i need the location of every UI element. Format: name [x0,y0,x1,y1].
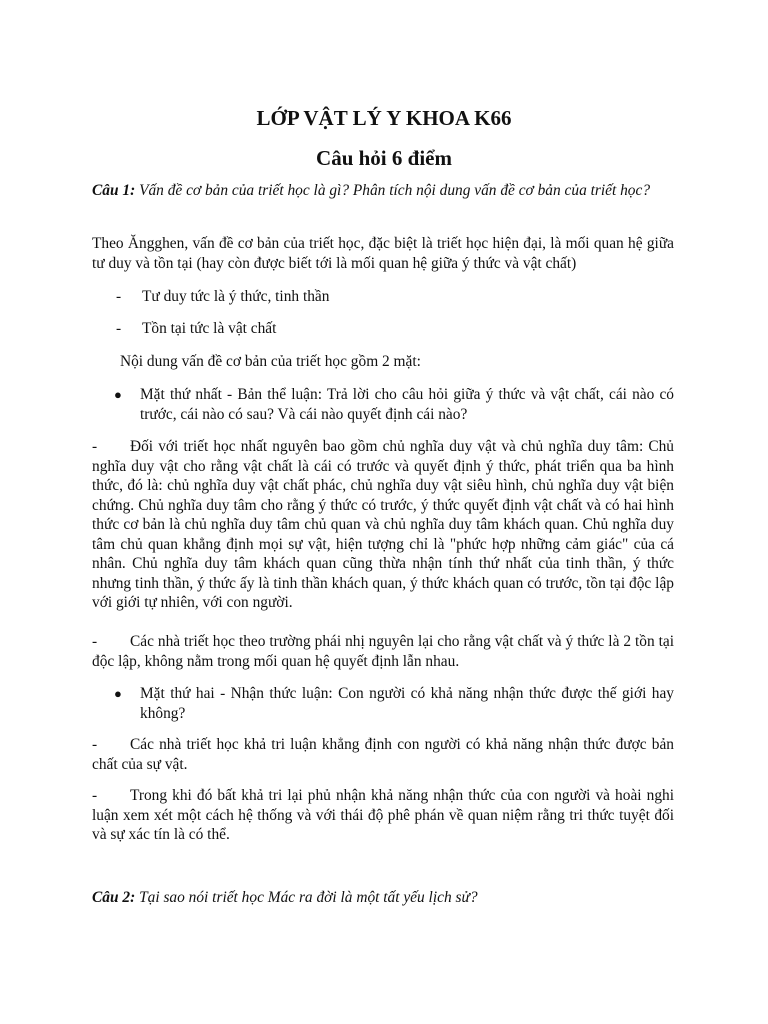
dash-item-existence [116,319,276,339]
document-subtitle: Câu hỏi 6 điểm [316,146,452,170]
question-2 [92,888,674,908]
question-2-label: Câu 2: [92,889,136,906]
paragraph-dualism [92,632,674,671]
paragraph-text: Các nhà triết học theo trường phái nhị nguyên lại cho rằng vật chất và ý thức là 2 tồn tại độc lập, không nằm trong mối quan hệ quyết định lẫn nhau. [92,633,674,670]
paragraph-text: Đối với triết học nhất nguyên bao gồm chủ nghĩa duy vật và chủ nghĩa duy tâm: Chủ nghĩa duy vật cho rằng vật chất là cái có trước và quyết định ý thức, phát triển qua ba hình thức, đó là: chủ nghĩa duy vật chất phác, chủ nghĩa duy vật siêu hình, chủ nghĩa duy vật biện chứng. Chủ nghĩa duy tâm cho rằng ý thức có trước, ý thức quyết định vật chất và có hai hình thức cơ bản là chủ nghĩa duy tâm chủ quan và chủ nghĩa duy tâm khách quan. Chủ nghĩa duy tâm chủ quan khẳng định mọi sự vật, hiện tượng chỉ là "phức hợp những cảm giác" của cá nhân. Chủ nghĩa duy tâm khách quan cũng thừa nhận tính thứ nhất của tinh thần, ý thức nhưng tinh thần, ý thức ấy là tinh thần khách quan, ý thức khách quan có trước, tồn tại độc lập với giới tự nhiên, với con người. [92,438,674,611]
question-1 [92,181,674,201]
dash-item-text: Tồn tại tức là vật chất [142,320,277,337]
bullet-text: Mặt thứ nhất - Bản thể luận: Trả lời cho câu hỏi giữa ý thức và vật chất, cái nào có trước, cái nào có sau? Và cái nào quyết định cái nào? [140,386,674,423]
question-1-text: Vấn đề cơ bản của triết học là gì? Phân tích nội dung vấn đề cơ bản của triết học? [139,182,651,199]
paragraph-text: Các nhà triết học khả tri luận khẳng định con người có khả năng nhận thức được bản chất của sự vật. [92,736,674,773]
bullet-epistemology [116,684,674,723]
dash-mark: - [92,438,98,455]
content-intro: Nội dung vấn đề cơ bản của triết học gồm 2 mặt: [120,353,421,370]
dash-item-text: Tư duy tức là ý thức, tinh thần [142,288,330,305]
bullet-ontology [116,385,674,424]
dash-mark: - [116,320,122,337]
dash-mark: - [92,633,98,650]
dash-mark: - [92,736,98,753]
dash-mark: - [92,787,98,804]
paragraph-gnosticism [92,735,674,774]
question-2-text: Tại sao nói triết học Mác ra đời là một tất yếu lịch sử? [139,889,478,906]
bullet-icon: ● [114,686,122,701]
paragraph-monism [92,437,674,613]
bullet-icon: ● [114,387,122,402]
dash-mark: - [116,288,122,305]
bullet-text: Mặt thứ hai - Nhận thức luận: Con người có khả năng nhận thức được thế giới hay không? [140,685,674,722]
paragraph-text: Trong khi đó bất khả tri lại phủ nhận khả năng nhận thức của con người và hoài nghi luận xem xét một cách hệ thống và với thái độ phê phán về quan niệm rằng tri thức tuyệt đối và sự xác tín là có thể. [92,787,674,843]
dash-item-thinking [116,287,329,307]
document-title: LỚP VẬT LÝ Y KHOA K66 [256,106,512,130]
paragraph-agnosticism [92,786,674,845]
question-1-label: Câu 1: [92,182,136,199]
intro-paragraph: Theo Ăngghen, vấn đề cơ bản của triết học, đặc biệt là triết học hiện đại, là mối quan hệ giữa tư duy và tồn tại (hay còn được biết tới là mối quan hệ giữa ý thức và vật chất) [92,235,674,272]
